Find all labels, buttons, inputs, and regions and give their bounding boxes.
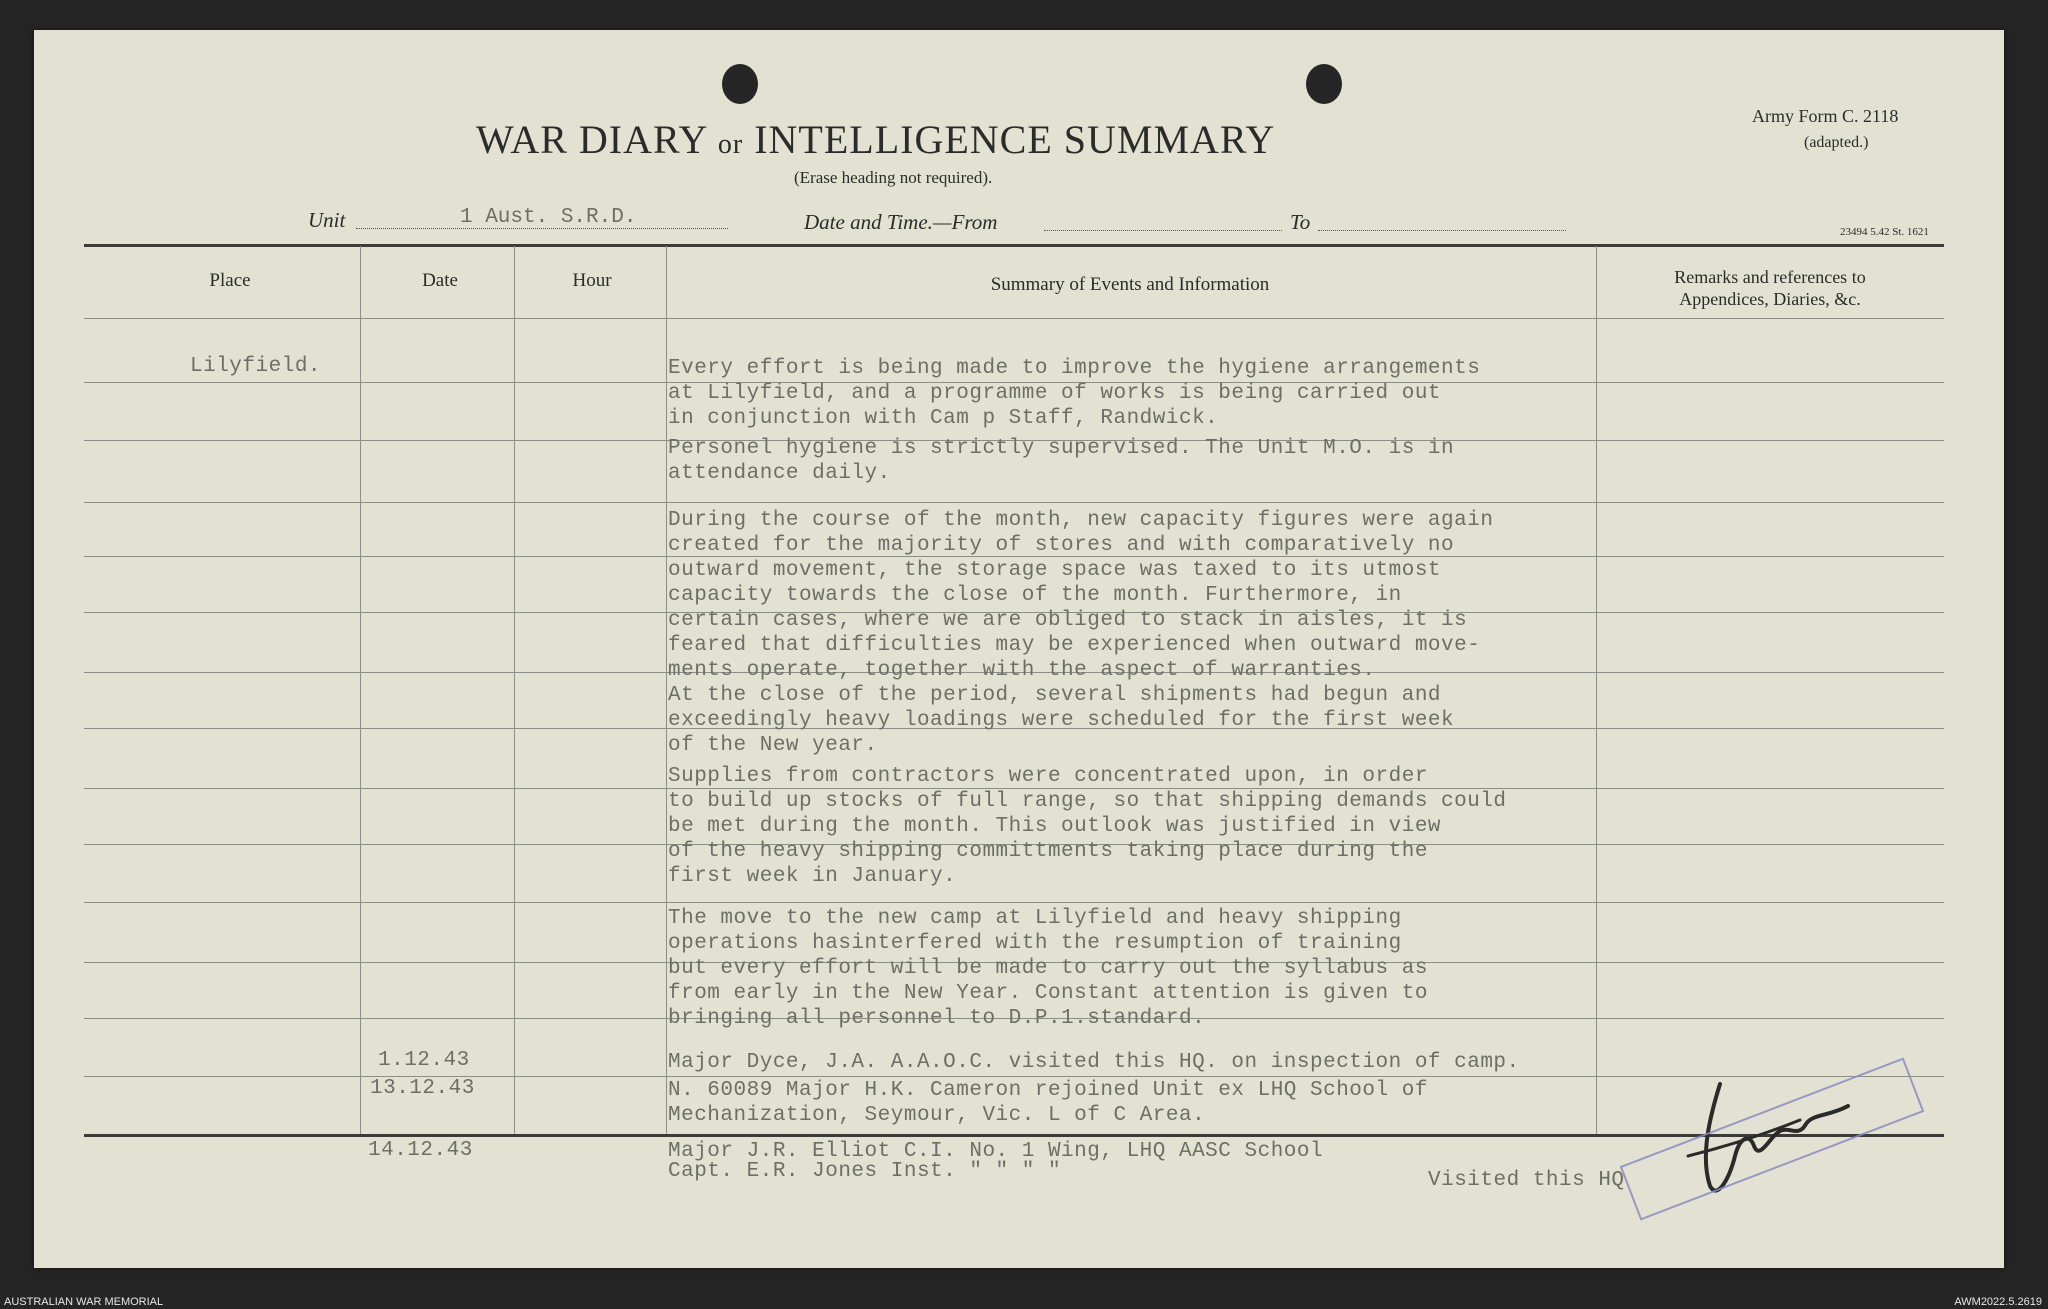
column-header-summary: Summary of Events and Information [990, 274, 1270, 295]
row-rule [84, 902, 1944, 903]
entry-personal-hygiene [668, 436, 1454, 486]
text-line: N. 60089 Major H.K. Cameron rejoined Unit ex LHQ School of [668, 1079, 1428, 1102]
unit-value: 1 Aust. S.R.D. [460, 206, 637, 229]
visited-this-hq: Visited this HQ [1428, 1169, 1625, 1192]
column-divider-hour [666, 246, 667, 1134]
column-header-date: Date [422, 270, 458, 291]
text-line: During the course of the month, new capacity figures were again [668, 509, 1494, 532]
punch-hole-right [1306, 64, 1342, 104]
adapted-label: (adapted.) [1804, 134, 1869, 151]
text-line: certain cases, where we are obliged to stack in aisles, it is [668, 609, 1468, 632]
to-label: To [1290, 210, 1311, 234]
row-rule [84, 318, 1944, 319]
title-or: or [717, 129, 744, 160]
column-divider-date [514, 246, 515, 1134]
footer-right: AWM2022.5.2619 [1954, 1296, 2042, 1308]
text-line: from early in the New Year. Constant attention is given to [668, 982, 1428, 1005]
column-header-hour: Hour [572, 270, 612, 291]
date-1-12-43: 1.12.43 [378, 1049, 470, 1072]
text-line: Major J.R. Elliot C.I. No. 1 Wing, LHQ AASC School [668, 1140, 1324, 1163]
remarks-header-line1: Remarks and references to [1674, 267, 1866, 287]
text-line: The move to the new camp at Lilyfield and heavy shipping [668, 907, 1402, 930]
entry-hygiene-arrangements [668, 356, 1480, 431]
date-time-from-label: Date and Time.—From [804, 210, 998, 234]
text-line: to build up stocks of full range, so that shipping demands could [668, 790, 1507, 813]
text-line: Personel hygiene is strictly supervised. The Unit M.O. is in [668, 437, 1455, 460]
text-line: Capt. E.R. Jones Inst. " " " " [668, 1160, 1062, 1183]
text-line: operations hasinterfered with the resumption of training [668, 932, 1402, 955]
text-line: in conjunction with Cam p Staff, Randwick. [668, 407, 1219, 430]
text-line: first week in January. [668, 865, 957, 888]
entry-training [668, 906, 1428, 1031]
entry-major-dyce: Major Dyce, J.A. A.A.O.C. visited this HQ. on inspection of camp. [668, 1051, 1520, 1074]
unit-label: Unit [308, 208, 346, 232]
entry-supplies [668, 764, 1507, 889]
column-divider-place [360, 246, 361, 1134]
text-line: but every effort will be made to carry out the syllabus as [668, 957, 1428, 980]
title-intelligence-summary: INTELLIGENCE SUMMARY [754, 117, 1276, 162]
title-war-diary: WAR DIARY [476, 117, 707, 162]
entry-major-cameron [668, 1078, 1428, 1128]
text-line: capacity towards the close of the month. Furthermore, in [668, 584, 1402, 607]
punch-hole-left [722, 64, 758, 104]
text-line: be met during the month. This outlook was justified in view [668, 815, 1442, 838]
to-dotted-line [1318, 230, 1566, 231]
table-bottom-rule [84, 1134, 1944, 1137]
print-code: 23494 5.42 St. 1621 [1840, 226, 1929, 238]
footer-left: AUSTRALIAN WAR MEMORIAL [4, 1296, 164, 1308]
text-line: At the close of the period, several shipments had begun and [668, 684, 1442, 707]
place-lilyfield: Lilyfield. [190, 355, 322, 378]
date-14-12-43: 14.12.43 [368, 1139, 473, 1162]
text-line: of the New year. [668, 734, 878, 757]
remarks-header-line2: Appendices, Diaries, &c. [1679, 289, 1861, 309]
text-line: at Lilyfield, and a programme of works is being carried out [668, 382, 1442, 405]
entry-storage-capacity [668, 508, 1493, 758]
column-header-remarks [1620, 266, 1920, 310]
text-line: of the heavy shipping committments taking place during the [668, 840, 1428, 863]
column-divider-summary [1596, 246, 1597, 1134]
text-line: Every effort is being made to improve the hygiene arrangements [668, 357, 1481, 380]
row-rule [84, 502, 1944, 503]
text-line: bringing all personnel to D.P.1.standard. [668, 1007, 1206, 1030]
table-top-rule [84, 244, 1944, 247]
text-line: ments operate, together with the aspect of warranties. [668, 659, 1376, 682]
date-13-12-43: 13.12.43 [370, 1077, 475, 1100]
text-line: exceedingly heavy loadings were scheduled for the first week [668, 709, 1455, 732]
army-form-label: Army Form C. 2118 [1752, 106, 1899, 126]
entry-elliot-jones [668, 1142, 1323, 1182]
from-dotted-line [1044, 230, 1282, 231]
text-line: attendance daily. [668, 462, 891, 485]
subtitle: (Erase heading not required). [794, 168, 993, 187]
column-header-place: Place [209, 270, 251, 291]
text-line: Mechanization, Seymour, Vic. L of C Area. [668, 1104, 1206, 1127]
text-line: Supplies from contractors were concentrated upon, in order [668, 765, 1428, 788]
page-title [476, 116, 1275, 163]
text-line: outward movement, the storage space was taxed to its utmost [668, 559, 1442, 582]
text-line: feared that difficulties may be experienced when outward move- [668, 634, 1481, 657]
text-line: created for the majority of stores and with comparatively no [668, 534, 1455, 557]
row-rule [84, 1076, 1944, 1077]
